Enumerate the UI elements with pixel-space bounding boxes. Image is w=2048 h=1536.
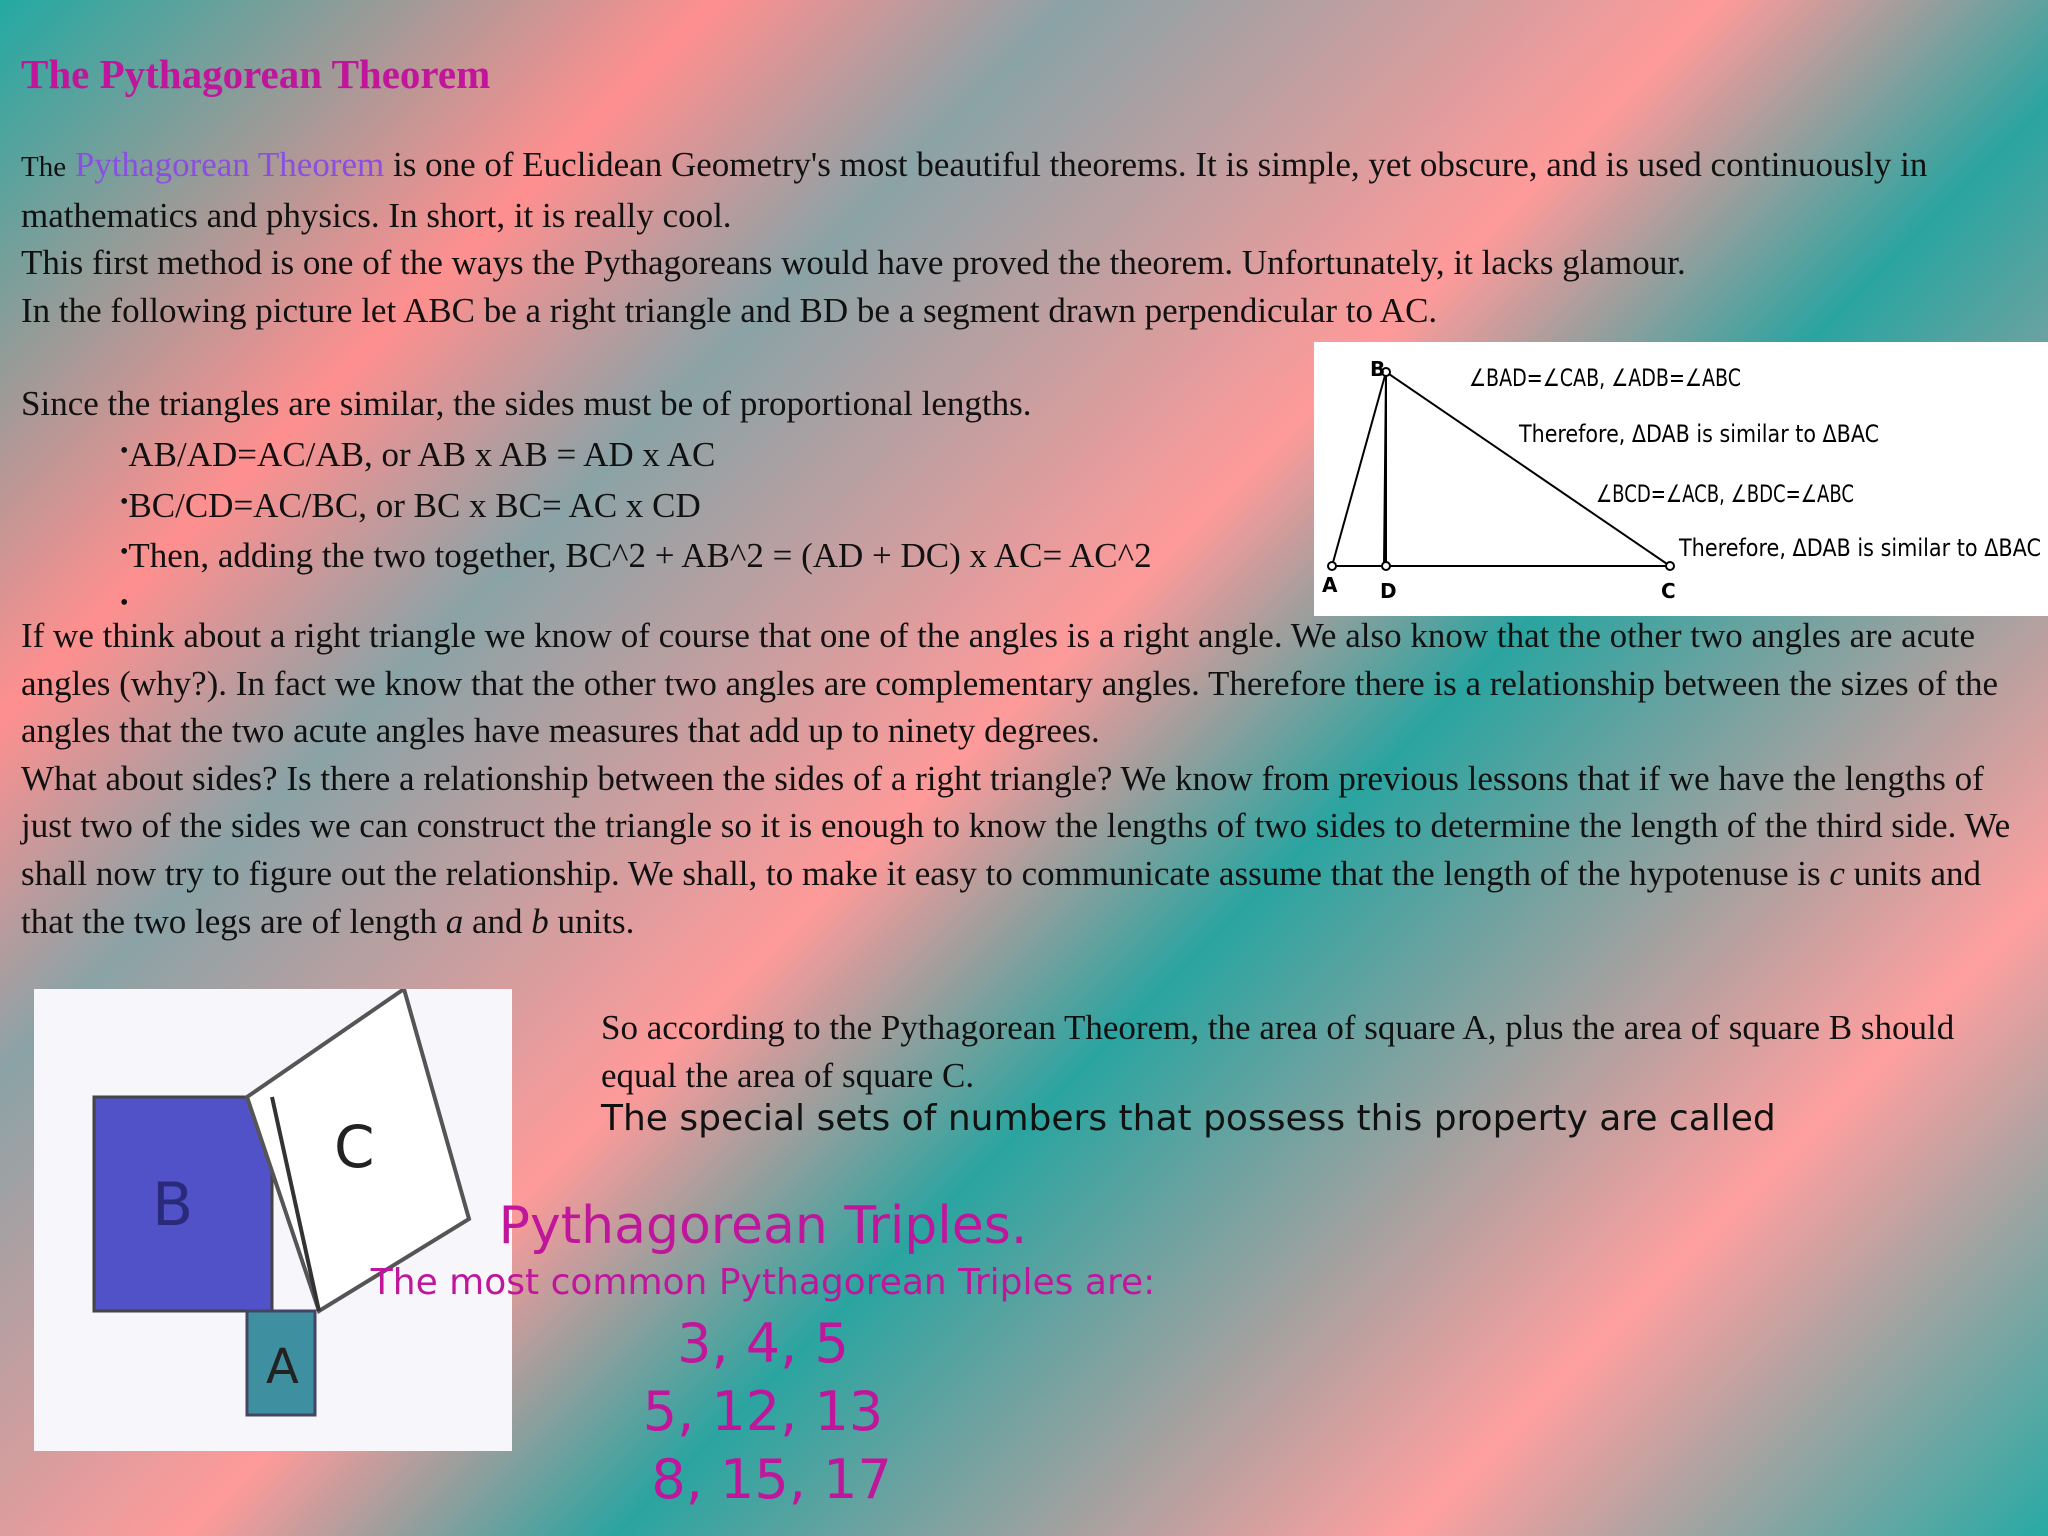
sides-text: What about sides? Is there a relationship between the sides of a right triangle? We know from previous lessons that if we have the lengths of just two of the sides we can construct the triangle so it is enough to know the lengths of two sides to determine the length of the third side. We shall now try to figure out the relationship. We shall, to make it easy to communicate assume that the length of the hypotenuse is <box>21 758 2011 893</box>
angles-text: If we think about a right triangle we know of course that one of the angles is a right angle. We also know that the other two angles are acute angles (why?). In fact we know that the other two angles are complementary angles. Therefore there is a relationship between the sizes of the angles that the two acute angles have measures that add up to ninety degrees. <box>21 616 1999 751</box>
and-text: and <box>463 901 532 941</box>
angle-equality-2: ∠BCD=∠ACB, ∠BDC=∠ABC <box>1596 480 1854 508</box>
list-item: • BC/CD=AC/BC, or BC x BC= AC x CD <box>120 479 1152 530</box>
list-item: 5, 12, 13 <box>642 1380 884 1443</box>
similarity-statement-2: Therefore, ΔDAB is similar to ΔBAC <box>1678 534 2041 562</box>
angle-equality-1: ∠BAD=∠CAB, ∠ADB=∠ABC <box>1469 364 1741 392</box>
common-triples-subheading: The most common Pythagorean Triples are: <box>370 1262 1156 1303</box>
proportion-list <box>120 428 1152 630</box>
pythagorean-theorem-link[interactable]: Pythagorean Theorem <box>74 145 385 184</box>
intro-paragraph <box>21 141 2021 334</box>
intro-the: The <box>21 151 67 183</box>
vertex-b-label: B <box>1370 357 1386 381</box>
vertex-c-label: C <box>1661 579 1676 603</box>
sides-text-2: units and that the two legs are of length <box>21 853 1982 941</box>
right-triangle-paragraph <box>21 612 2031 945</box>
list-item: • Then, adding the two together, BC^2 + AB^2 = (AD + DC) x AC= AC^2 <box>120 529 1152 580</box>
var-a: a <box>445 901 464 941</box>
special-sets-text: The special sets of numbers that possess this property are called <box>601 1098 1776 1139</box>
square-a-label: A <box>266 1339 299 1395</box>
similar-sentence: Since the triangles are similar, the sides must be of proportional lengths. <box>21 384 1032 423</box>
triples-list <box>243 1310 1283 1514</box>
units-text: units. <box>548 901 635 941</box>
intro-rest: is one of Euclidean Geometry's most beautiful theorems. It is simple, yet obscure, and is used continuously in mathematics and physics. In short, it is really cool. <box>21 145 1928 235</box>
var-c: c <box>1829 853 1845 893</box>
similarity-statement-1: Therefore, ΔDAB is similar to ΔBAC <box>1518 420 1879 448</box>
list-item: • AB/AD=AC/AB, or AB x AB = AD x AC <box>120 428 1152 479</box>
vertex-a-label: A <box>1322 573 1338 597</box>
intro-line2: This first method is one of the ways the Pythagoreans would have proved the theorem. Unfortunately, it lacks glamour. <box>21 243 1686 283</box>
vertex-d-label: D <box>1380 579 1397 603</box>
pythagorean-triples-heading: Pythagorean Triples. <box>498 1196 1028 1256</box>
square-b-label: B <box>152 1170 194 1240</box>
page-title: The Pythagorean Theorem <box>21 51 491 97</box>
square-c-label: C <box>334 1113 375 1181</box>
intro-line3: In the following picture let ABC be a right triangle and BD be a segment drawn perpendicular to AC. <box>21 290 1438 330</box>
list-item: 8, 15, 17 <box>634 1448 892 1511</box>
list-item: 3, 4, 5 <box>677 1312 849 1375</box>
similar-triangles-figure <box>1314 342 2048 616</box>
var-b: b <box>531 901 549 941</box>
squares-explanation: So according to the Pythagorean Theorem, the area of square A, plus the area of square B should equal the area of square C. <box>601 1008 1955 1095</box>
